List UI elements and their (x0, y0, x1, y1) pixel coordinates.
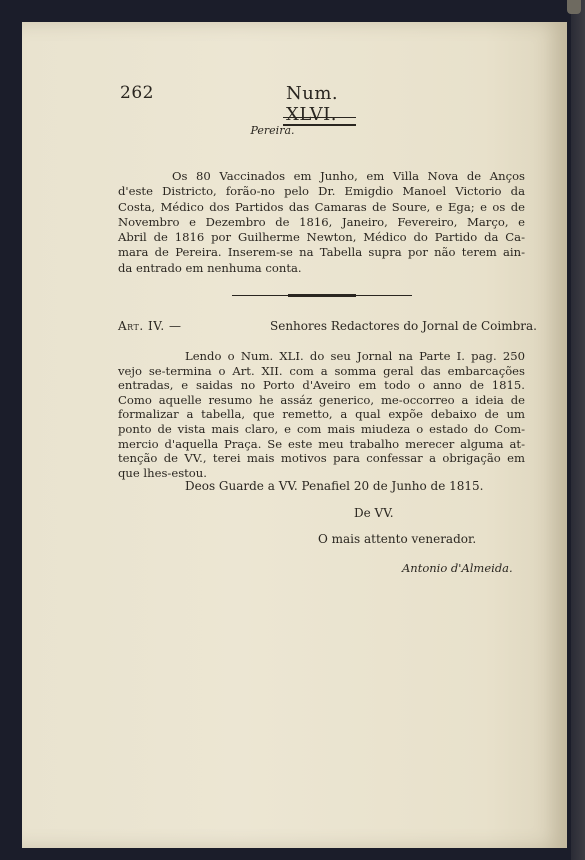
paragraph-line: Como aquelle resumo he assáz generico, me-occorreo a ideia de (118, 392, 525, 407)
article-title: Senhores Redactores do Jornal de Coimbra. (270, 319, 537, 333)
divider-ornament (288, 294, 356, 297)
paragraph-vaccination (118, 169, 525, 276)
paragraph-letter (118, 349, 525, 480)
corner-mark (567, 0, 581, 14)
paragraph-line: Novembro e Dezembro de 1816, Janeiro, Fevereiro, Março, e (118, 214, 525, 229)
page-number: 262 (120, 83, 154, 103)
book-edge (571, 0, 585, 860)
paragraph-line: da entrado em nenhuma conta. (118, 260, 302, 275)
signature: Antonio d'Almeida. (402, 561, 513, 575)
closing-line: Deos Guarde a VV. Penafiel 20 de Junho de 1815. (185, 479, 484, 493)
page-header (120, 83, 390, 125)
paragraph-line: mara de Pereira. Inserem-se na Tabella supra por não terem ain- (118, 245, 525, 260)
paragraph-line: ponto de vista mais claro, e com mais miudeza o estado do Com- (118, 421, 525, 436)
section-signoff: Pereira. (250, 124, 295, 137)
valediction: O mais attento venerador. (318, 532, 477, 546)
paragraph-line: Lendo o Num. XLI. do seu Jornal na Parte I. pag. 250 (185, 349, 525, 363)
paragraph-line: d'este Districto, forão-no pelo Dr. Emigdio Manoel Victorio da (118, 184, 525, 199)
section-divider (232, 294, 412, 297)
article-label: Art. IV. — (118, 319, 182, 333)
paragraph-line: entradas, e saidas no Porto d'Aveiro em todo o anno de 1815. (118, 378, 525, 393)
paragraph-line: mercio d'aquella Praça. Se este meu trabalho merecer alguma at- (118, 436, 525, 451)
paragraph-line: Costa, Médico dos Partidos das Camaras de Soure, e Ega; e os de (118, 199, 525, 214)
paragraph-line: formalizar a tabella, que remetto, a qual expõe debaixo de um (118, 407, 525, 422)
issue-heading: Num. XLVI. (286, 83, 339, 125)
paragraph-line: que lhes-estou. (118, 465, 207, 480)
addressee: De VV. (354, 506, 394, 520)
paragraph-line: Os 80 Vaccinados em Junho, em Villa Nova de Anços (172, 169, 525, 183)
paragraph-line: tenção de VV., terei mais motivos para confessar a obrigação em (118, 451, 525, 466)
paragraph-line: Abril de 1816 por Guilherme Newton, Médico do Partido da Ca- (118, 230, 525, 245)
paragraph-line: vejo se-termina o Art. XII. com a somma geral das embarcações (118, 363, 525, 378)
